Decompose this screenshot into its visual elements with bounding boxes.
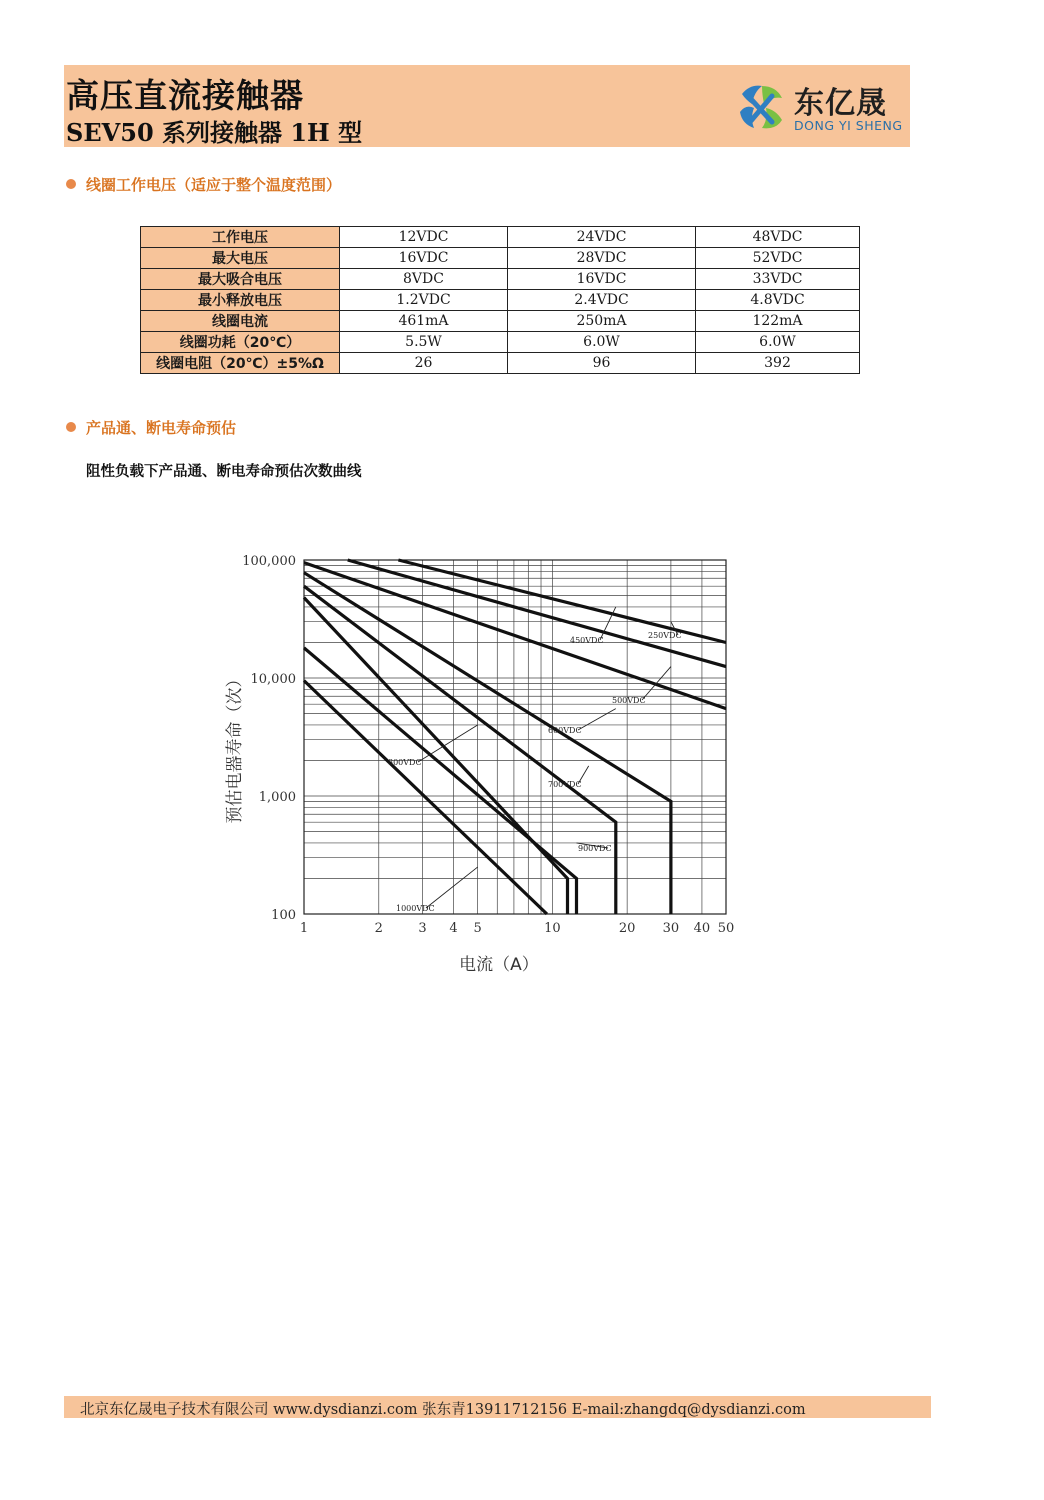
table-cell: 12VDC (340, 227, 508, 248)
row-label: 线圈功耗（20℃） (141, 332, 340, 353)
y-tick-label: 10,000 (250, 672, 296, 687)
table-row (141, 353, 860, 374)
x-tick-label: 30 (662, 921, 680, 936)
table-cell: 5.5W (340, 332, 508, 353)
x-tick-label: 5 (473, 921, 482, 936)
x-tick-label: 1 (299, 921, 309, 936)
table-cell: 24VDC (508, 227, 696, 248)
table-row (141, 248, 860, 269)
chart-caption: 阻性负载下产品通、断电寿命预估次数曲线 (86, 464, 362, 480)
x-tick-label: 50 (717, 921, 735, 936)
series-leader-line (426, 867, 478, 908)
table-cell: 2.4VDC (508, 290, 696, 311)
x-tick-label: 3 (418, 921, 427, 936)
table-cell: 392 (696, 353, 860, 374)
series-label: 250VDC (648, 631, 682, 640)
row-label: 最大电压 (141, 248, 340, 269)
y-tick-label: 100 (271, 908, 296, 923)
table-cell: 52VDC (696, 248, 860, 269)
y-tick-label: 1,000 (258, 790, 296, 805)
series-label: 700VDC (548, 780, 582, 789)
table-cell: 48VDC (696, 227, 860, 248)
section-heading-coil-text: 线圈工作电压（适应于整个温度范围） (86, 176, 342, 194)
row-label: 最小释放电压 (141, 290, 340, 311)
table-cell: 16VDC (340, 248, 508, 269)
series-label: 1000VDC (396, 904, 435, 913)
logo-name-en: DONG YI SHENG (794, 118, 903, 133)
table-cell: 33VDC (696, 269, 860, 290)
table-cell: 96 (508, 353, 696, 374)
series-label: 800VDC (388, 758, 422, 767)
footer-contact: 北京东亿晟电子技术有限公司 www.dysdianzi.com 张东青13911712156 E-mail:zhangdq@dysdianzi.com (80, 1402, 806, 1418)
x-tick-label: 4 (449, 921, 458, 936)
series-label: 450VDC (570, 636, 604, 645)
table-cell: 26 (340, 353, 508, 374)
coil-voltage-table (140, 226, 860, 374)
table-cell: 6.0W (696, 332, 860, 353)
section-heading-coil (66, 174, 341, 195)
table-cell: 1.2VDC (340, 290, 508, 311)
series-leader-line (578, 709, 616, 730)
x-tick-label: 10 (544, 921, 561, 936)
table-cell: 250mA (508, 311, 696, 332)
row-label: 线圈电流 (141, 311, 340, 332)
table-cell: 28VDC (508, 248, 696, 269)
table-cell: 4.8VDC (696, 290, 860, 311)
table-cell: 8VDC (340, 269, 508, 290)
row-label: 线圈电阻（20℃）±5%Ω (141, 353, 340, 374)
x-tick-label: 40 (693, 921, 711, 936)
series-label: 600VDC (548, 726, 582, 735)
bullet-icon (66, 422, 76, 432)
table-cell: 6.0W (508, 332, 696, 353)
table-row (141, 227, 860, 248)
series-line-450vdc (348, 560, 726, 667)
series-label: 500VDC (612, 696, 646, 705)
x-tick-label: 2 (374, 921, 383, 936)
y-axis-label: 预估电器寿命（次） (225, 670, 245, 824)
bullet-icon (66, 179, 76, 189)
table-row (141, 290, 860, 311)
table-cell: 461mA (340, 311, 508, 332)
company-logo (732, 78, 902, 138)
table-row (141, 311, 860, 332)
series-label: 900VDC (578, 844, 612, 853)
table-row (141, 332, 860, 353)
life-curve-chart (210, 540, 750, 990)
logo-mark-icon (732, 78, 788, 134)
section-heading-life-text: 产品通、断电寿命预估 (86, 419, 237, 437)
table-cell: 16VDC (508, 269, 696, 290)
section-heading-life (66, 417, 236, 438)
table-row (141, 269, 860, 290)
x-tick-label: 20 (618, 921, 636, 936)
page-title: 高压直流接触器 (66, 76, 304, 115)
logo-name-cn: 东亿晟 (794, 86, 887, 121)
y-tick-label: 100,000 (242, 554, 296, 569)
series-line-1000vdc (304, 681, 547, 914)
page-subtitle: SEV50 系列接触器 1H 型 (66, 118, 363, 147)
table-cell: 122mA (696, 311, 860, 332)
row-label: 工作电压 (141, 227, 340, 248)
x-axis-label: 电流（A） (459, 955, 539, 975)
row-label: 最大吸合电压 (141, 269, 340, 290)
